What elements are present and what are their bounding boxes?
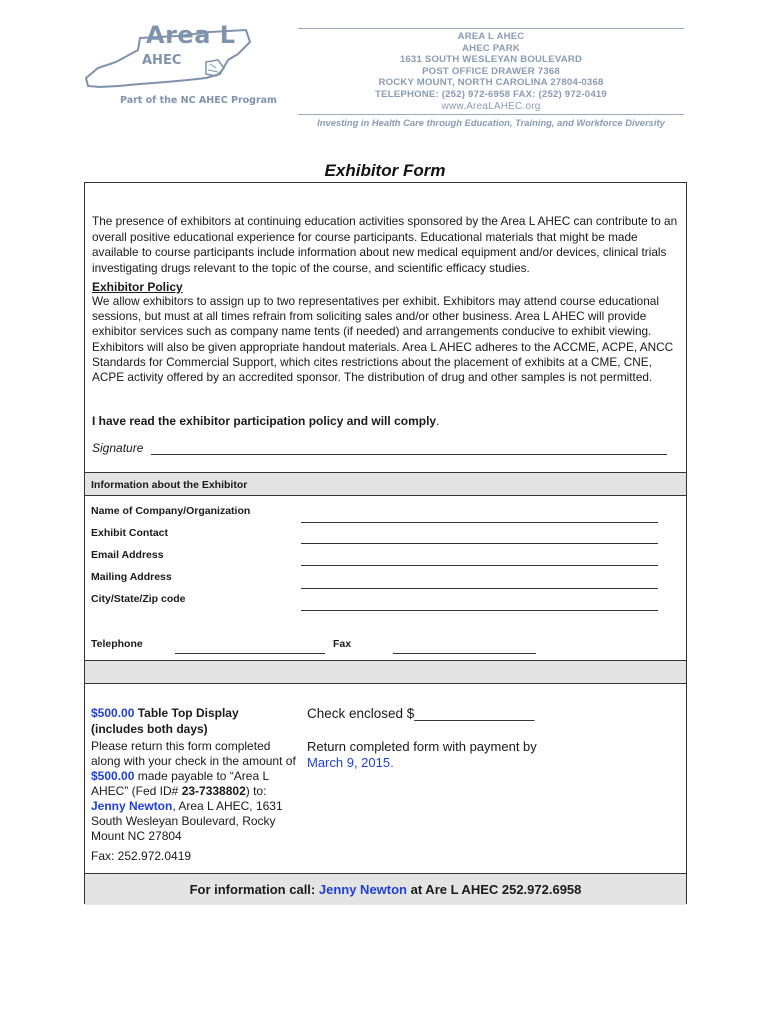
footer-text [85,882,686,897]
check-enclosed-field[interactable]: Check enclosed $________________ [307,706,535,721]
fax-label: Fax [333,638,352,650]
address-line: 1631 SOUTH WESLEYAN BOULEVARD [399,54,583,66]
return-mid: made payable to “Area L AHEC” (Fed ID# [91,769,269,798]
price-note: (includes both days) [91,722,208,736]
section-title: Information about the Exhibitor [91,479,248,491]
ahec-logo [78,16,277,111]
contact-label: Exhibit Contact [91,527,169,539]
price-line [91,706,239,720]
mailing-address-text: , Area L AHEC, 1631 South Wesleyan Boulevard, Rocky Mount NC 27804 [91,799,283,843]
fax-number: Fax: 252.972.0419 [91,849,192,863]
logo-subtitle: AHEC [142,53,182,68]
address-line: AREA L AHEC [457,31,525,42]
header-rule-bottom [298,114,684,115]
fax-field[interactable] [393,653,536,654]
website-link[interactable]: www.AreaLAHEC.org [441,100,541,112]
address-line: ROCKY MOUNT, NORTH CAROLINA 27804-0368 [378,77,604,89]
city-state-zip-label: City/State/Zip code [91,593,186,605]
signature-label: Signature [92,441,144,455]
telephone-field[interactable] [175,653,325,654]
address-line: TELEPHONE: (252) 972-6958 FAX: (252) 972-0419 [375,88,607,100]
company-field[interactable] [301,522,658,523]
contact-footer [85,873,686,905]
contact-field[interactable] [301,543,658,544]
city-state-zip-field[interactable] [301,610,658,611]
return-instruction: Return completed form with payment by [307,739,537,754]
header-rule-top [298,28,684,29]
return-amount: $500.00 [91,769,135,783]
intro-paragraph: The presence of exhibitors at continuing education activities sponsored by the Area L AHEC can contribute to an overall positive educational experience for course participants. Educational materials that might be made available to course participants include information about new medical equipment and/or devices, clinical trials investigating drugs relevant to the topic of the course, and scientific efficacy studies. [92,214,678,275]
page-title: Exhibitor Form [324,161,446,180]
mailing-address-field[interactable] [301,588,658,589]
return-deadline: March 9, 2015. [307,755,394,770]
logo-title: Area L [146,21,236,49]
address-line: POST OFFICE DRAWER 7368 [422,65,560,77]
contact-name: Jenny Newton [91,799,173,813]
footer-prefix: For information call: [189,882,319,897]
address-line: AHEC PARK [461,42,521,54]
logo-tagline: Part of the NC AHEC Program [120,95,277,106]
price-label: Table Top Display [134,706,239,720]
email-label: Email Address [91,549,164,561]
organization-address [298,31,684,112]
header-tagline: Investing in Health Care through Education, Training, and Workforce Diversity [317,117,665,128]
price-amount: $500.00 [91,706,135,720]
return-instructions [91,739,301,844]
exhibitor-form-box [84,182,687,904]
comply-text: I have read the exhibitor participation policy and will comply [92,414,437,428]
email-field[interactable] [301,565,658,566]
return-prefix: Please return this form completed along with your check in the amount of [91,739,296,768]
exhibitor-info-header [85,472,686,496]
telephone-label: Telephone [91,638,143,650]
policy-heading: Exhibitor Policy [92,280,183,294]
signature-field[interactable] [151,454,667,455]
company-label: Name of Company/Organization [91,505,251,517]
footer-contact: Jenny Newton [318,882,407,897]
return-to: ) to: [245,784,267,798]
section-divider [85,660,686,684]
comply-period: . [436,414,440,428]
policy-paragraph: We allow exhibitors to assign up to two representatives per exhibit. Exhibitors may attend course educational sessions, but must at all times refrain from soliciting sales and/or other business. Area L AHEC will provide exhibitor services such as company name tents (if needed) and arrangements conducive to exhibit viewing. Exhibitors will also be given appropriate handout materials. Area L AHEC adheres to the ACCME, ACPE, ANCC Standards for Commercial Support, which cites restrictions about the placement of exhibits at a CME, CNE, ACPE activity offered by an accredited sponsor. The distribution of drug and other samples is not permitted. [92,294,674,385]
fed-id: 23-7338802 [181,784,246,798]
mailing-address-label: Mailing Address [91,571,172,583]
footer-suffix: at Are L AHEC 252.972.6958 [407,882,582,897]
comply-statement [92,414,439,428]
